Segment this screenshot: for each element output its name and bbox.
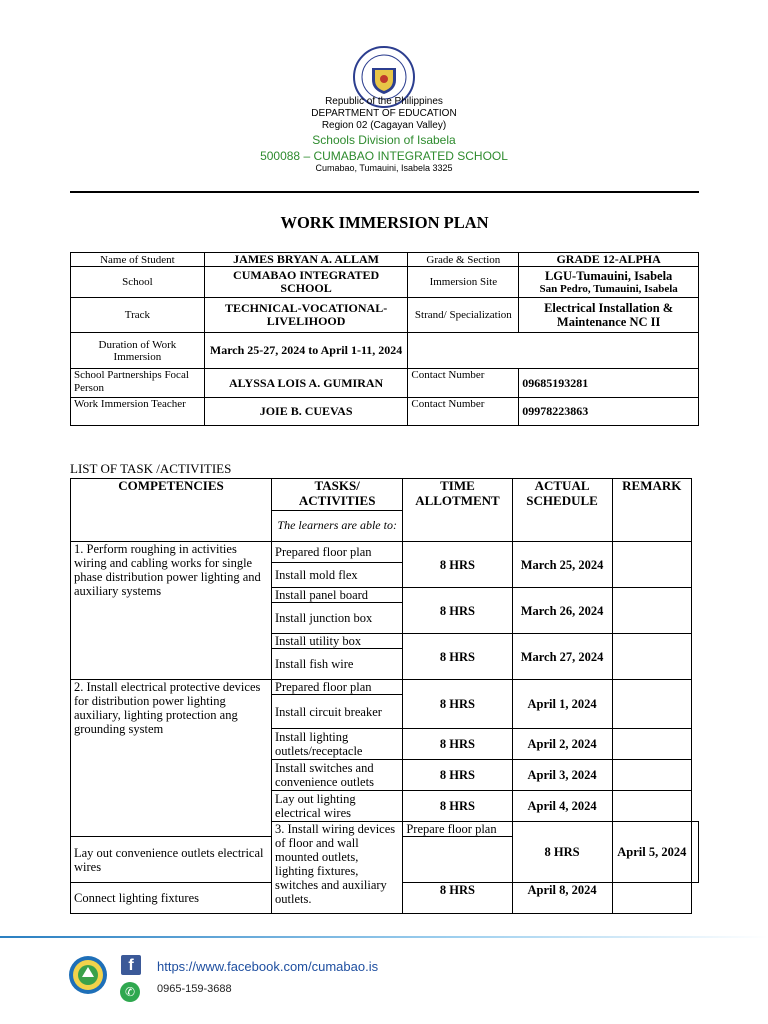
focal-value: ALYSSA LOIS A. GUMIRAN xyxy=(204,369,408,398)
department-line: DEPARTMENT OF EDUCATION xyxy=(311,108,457,119)
time-cell: 8 HRS xyxy=(403,680,512,729)
schedule-cell: March 27, 2024 xyxy=(512,634,612,680)
time-cell: 8 HRS xyxy=(403,883,512,914)
tasks-header: TASKS/ ACTIVITIES xyxy=(272,479,403,511)
name-value: JAMES BRYAN A. ALLAM xyxy=(204,253,408,267)
grade-value: GRADE 12-ALPHA xyxy=(519,253,699,267)
remark-cell xyxy=(612,729,691,760)
remark-cell xyxy=(612,634,691,680)
grade-label: Grade & Section xyxy=(408,253,519,267)
teacher-label: Work Immersion Teacher xyxy=(71,398,205,426)
schedule-cell: April 5, 2024 xyxy=(612,822,691,883)
schedule-header: ACTUAL SCHEDULE xyxy=(512,479,612,542)
facebook-icon: f xyxy=(121,955,141,975)
time-cell: 8 HRS xyxy=(403,729,512,760)
schedule-cell: April 2, 2024 xyxy=(512,729,612,760)
track-value: TECHNICAL-VOCATIONAL-LIVELIHOOD xyxy=(204,298,408,333)
teacher-value: JOIE B. CUEVAS xyxy=(204,398,408,426)
schedule-cell: April 1, 2024 xyxy=(512,680,612,729)
task-row: Install utility box xyxy=(272,634,403,649)
task-row: Prepare floor plan xyxy=(403,822,512,837)
task-row: Prepared floor plan xyxy=(272,542,403,563)
task-row: Install circuit breaker xyxy=(272,695,403,729)
competencies-header: COMPETENCIES xyxy=(71,479,272,542)
schedule-cell: April 8, 2024 xyxy=(512,883,612,914)
time-cell: 8 HRS xyxy=(403,634,512,680)
task-row: Install junction box xyxy=(272,603,403,634)
schedule-cell: March 26, 2024 xyxy=(512,588,612,634)
student-info-table xyxy=(70,252,699,426)
remark-header: REMARK xyxy=(612,479,691,542)
address-line: Cumabao, Tumauini, Isabela 3325 xyxy=(315,163,453,173)
task-row: Prepared floor plan xyxy=(272,680,403,695)
site-value-line1: LGU-Tumauini, Isabela xyxy=(544,269,673,284)
duration-label: Duration of Work Immersion xyxy=(71,333,205,369)
site-value xyxy=(519,267,699,298)
task-row: Install panel board xyxy=(272,588,403,603)
schedule-cell: April 3, 2024 xyxy=(512,760,612,791)
competency-2: 2. Install electrical protective devices for distribution power lighting auxiliary, lighting protection ang grounding system xyxy=(71,680,272,837)
division-line: Schools Division of Isabela xyxy=(312,133,456,147)
task-row: Connect lighting fixtures xyxy=(71,883,272,914)
time-cell: 8 HRS xyxy=(403,760,512,791)
remark-cell xyxy=(612,791,691,822)
competency-1: 1. Perform roughing in activities wiring and cabling works for single phase distribution power lighting and auxiliary systems xyxy=(71,542,272,680)
footer-divider xyxy=(0,936,768,938)
list-label: LIST OF TASK /ACTIVITIES xyxy=(70,461,232,476)
track-label: Track xyxy=(71,298,205,333)
remark-cell xyxy=(612,883,691,914)
remark-cell xyxy=(612,588,691,634)
phone-number: 0965-159-3688 xyxy=(157,983,232,995)
school-value: CUMABAO INTEGRATED SCHOOL xyxy=(204,267,408,298)
schedule-cell: March 25, 2024 xyxy=(512,542,612,588)
contact-label-1: Contact Number xyxy=(408,369,519,398)
duration-value: March 25-27, 2024 to April 1-11, 2024 xyxy=(204,333,408,369)
tasks-table xyxy=(70,478,699,914)
name-label: Name of Student xyxy=(71,253,205,267)
task-row: Lay out lighting electrical wires xyxy=(272,791,403,822)
schedule-cell: April 4, 2024 xyxy=(512,791,612,822)
document-title: WORK IMMERSION PLAN xyxy=(280,213,489,232)
school-line: 500088 – CUMABAO INTEGRATED SCHOOL xyxy=(260,149,508,163)
strand-label: Strand/ Specialization xyxy=(408,298,519,333)
task-row: Lay out convenience outlets electrical wires xyxy=(71,837,272,883)
time-cell: 8 HRS xyxy=(512,822,612,883)
remark-cell xyxy=(612,680,691,729)
school-label: School xyxy=(71,267,205,298)
republic-line: Republic of the Philippines xyxy=(325,96,443,107)
task-row: Install switches and convenience outlets xyxy=(272,760,403,791)
phone-icon: ✆ xyxy=(120,982,140,1002)
tasks-subheader: The learners are able to: xyxy=(272,511,403,542)
focal-label: School Partnerships Focal Person xyxy=(71,369,205,398)
remark-cell xyxy=(692,822,699,883)
time-cell: 8 HRS xyxy=(403,588,512,634)
remark-cell xyxy=(612,542,691,588)
remark-cell xyxy=(612,760,691,791)
duration-blank xyxy=(408,333,699,369)
site-label: Immersion Site xyxy=(408,267,519,298)
header-divider xyxy=(70,191,699,193)
task-row: Install fish wire xyxy=(272,649,403,680)
contact-value-1: 09685193281 xyxy=(519,369,699,398)
contact-label-2: Contact Number xyxy=(408,398,519,426)
task-row: Install lighting outlets/receptacle xyxy=(272,729,403,760)
competency-3: 3. Install wiring devices of floor and wall mounted outlets, lighting fixtures, switches and auxiliary outlets. xyxy=(272,822,403,914)
task-row: Install mold flex xyxy=(272,563,403,588)
site-value-line2: San Pedro, Tumauini, Isabela xyxy=(539,283,678,296)
contact-value-2: 09978223863 xyxy=(519,398,699,426)
facebook-link[interactable]: https://www.facebook.com/cumabao.is xyxy=(157,959,379,974)
time-cell: 8 HRS xyxy=(403,542,512,588)
school-logo xyxy=(68,955,108,995)
region-line: Region 02 (Cagayan Valley) xyxy=(321,120,447,131)
time-cell: 8 HRS xyxy=(403,791,512,822)
time-header: TIME ALLOTMENT xyxy=(403,479,512,542)
strand-value: Electrical Installation & Maintenance NC II xyxy=(519,298,699,333)
